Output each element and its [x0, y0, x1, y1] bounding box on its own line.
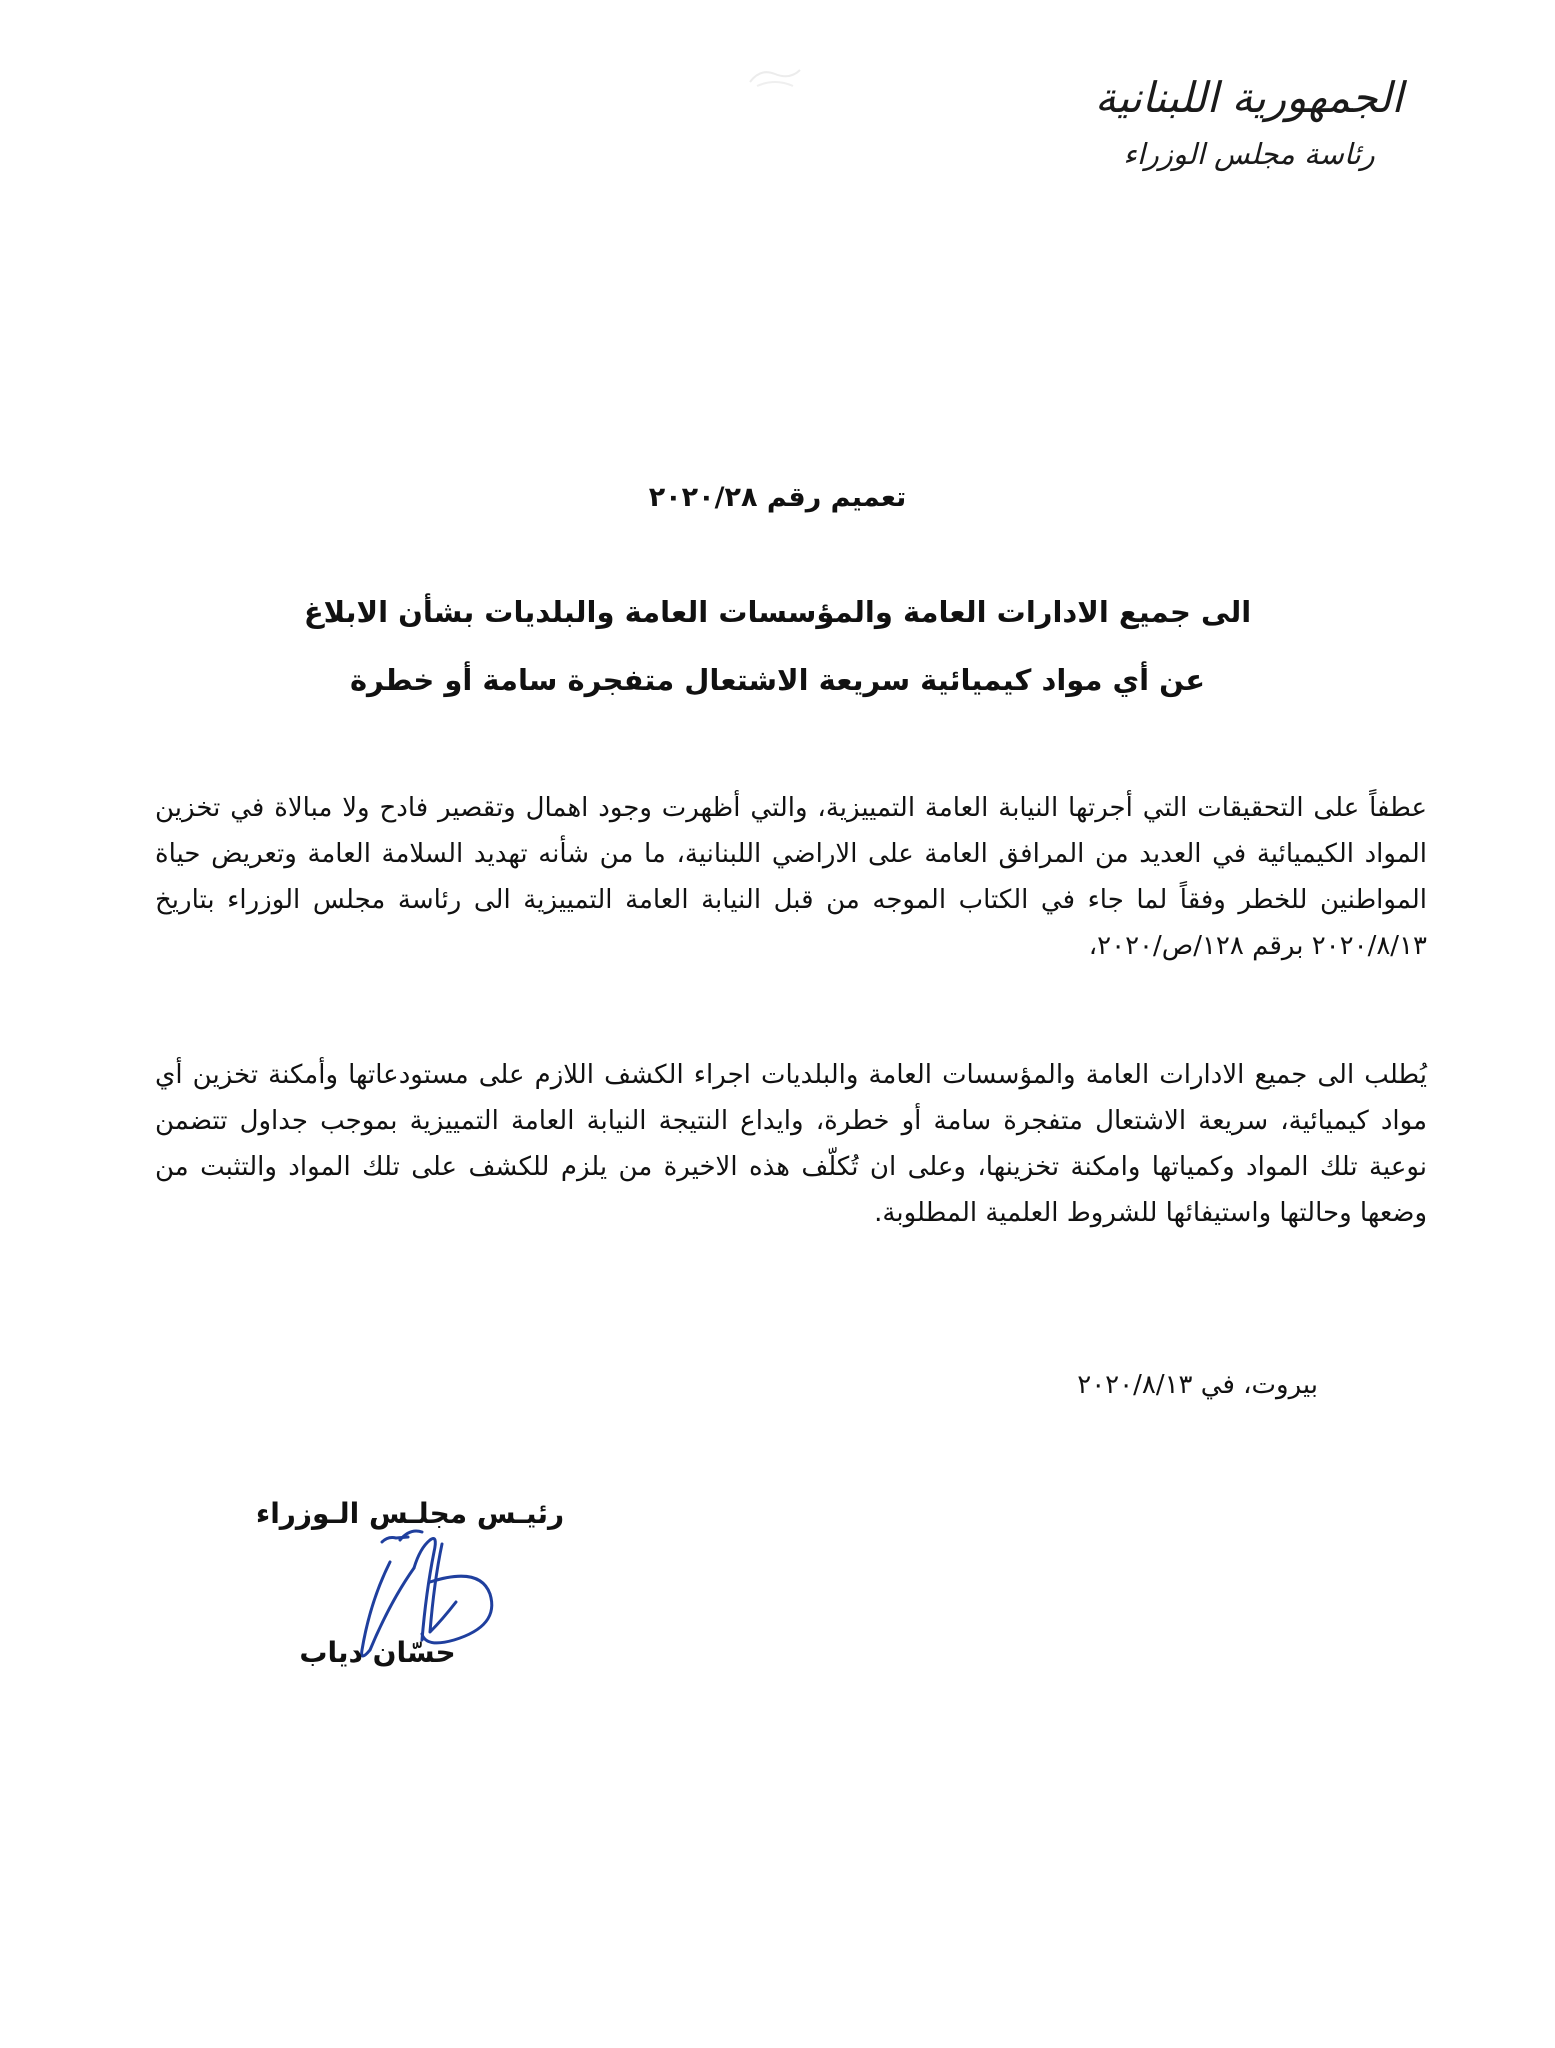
- date-line: بيروت، في ٢٠٢٠/٨/١٣: [1077, 1370, 1318, 1400]
- subject-line-1: الى جميع الادارات العامة والمؤسسات العامة والبلديات بشأن الابلاغ: [303, 595, 1252, 629]
- circular-title: تعميم رقم ٢٠٢٠/٢٨: [648, 482, 907, 513]
- subject-line-2: عن أي مواد كيميائية سريعة الاشتعال متفجرة سامة أو خطرة: [349, 663, 1206, 697]
- faint-watermark-mark: [745, 60, 805, 90]
- letterhead-office: رئاسة مجلس الوزراء: [1123, 137, 1375, 171]
- signatory-title: رئيـس مجلـس الـوزراء: [255, 1497, 565, 1530]
- signatory-name: حسّان دياب: [299, 1636, 456, 1669]
- circular-subject: [0, 578, 1555, 714]
- body-paragraph-2: يُطلب الى جميع الادارات العامة والمؤسسات العامة والبلديات اجراء الكشف اللازم على مستودعاتها وأمكنة تخزين أي مواد كيميائية، سريعة الاشتعال متفجرة سامة أو خطرة، وايداع النتيجة النيابة العامة التمييزية بموجب جداول تتضمن نوعية تلك المواد وكمياتها وامكنة تخزينها، وعلى ان تُكلّف هذه الاخيرة من يلزم للكشف على تلك المواد والتثبت من وضعها وحالتها واستيفائها للشروط العلمية المطلوبة.: [155, 1060, 1427, 1228]
- letterhead-republic: الجمهورية اللبنانية: [1094, 73, 1404, 122]
- body-paragraph-1: عطفاً على التحقيقات التي أجرتها النيابة العامة التمييزية، والتي أظهرت وجود اهمال وتقصير فادح ولا مبالاة في تخزين المواد الكيميائية في العديد من المرافق العامة على الاراضي اللبنانية، ما من شأنه تهديد السلامة العامة وتعريض حياة المواطنين للخطر وفقاً لما جاء في الكتاب الموجه من قبل النيابة العامة التمييزية الى رئاسة مجلس الوزراء بتاريخ ٢٠٢٠/٨/١٣ برقم ١٢٨/ص/٢٠٢٠،: [155, 793, 1427, 961]
- letterhead: [1069, 70, 1429, 174]
